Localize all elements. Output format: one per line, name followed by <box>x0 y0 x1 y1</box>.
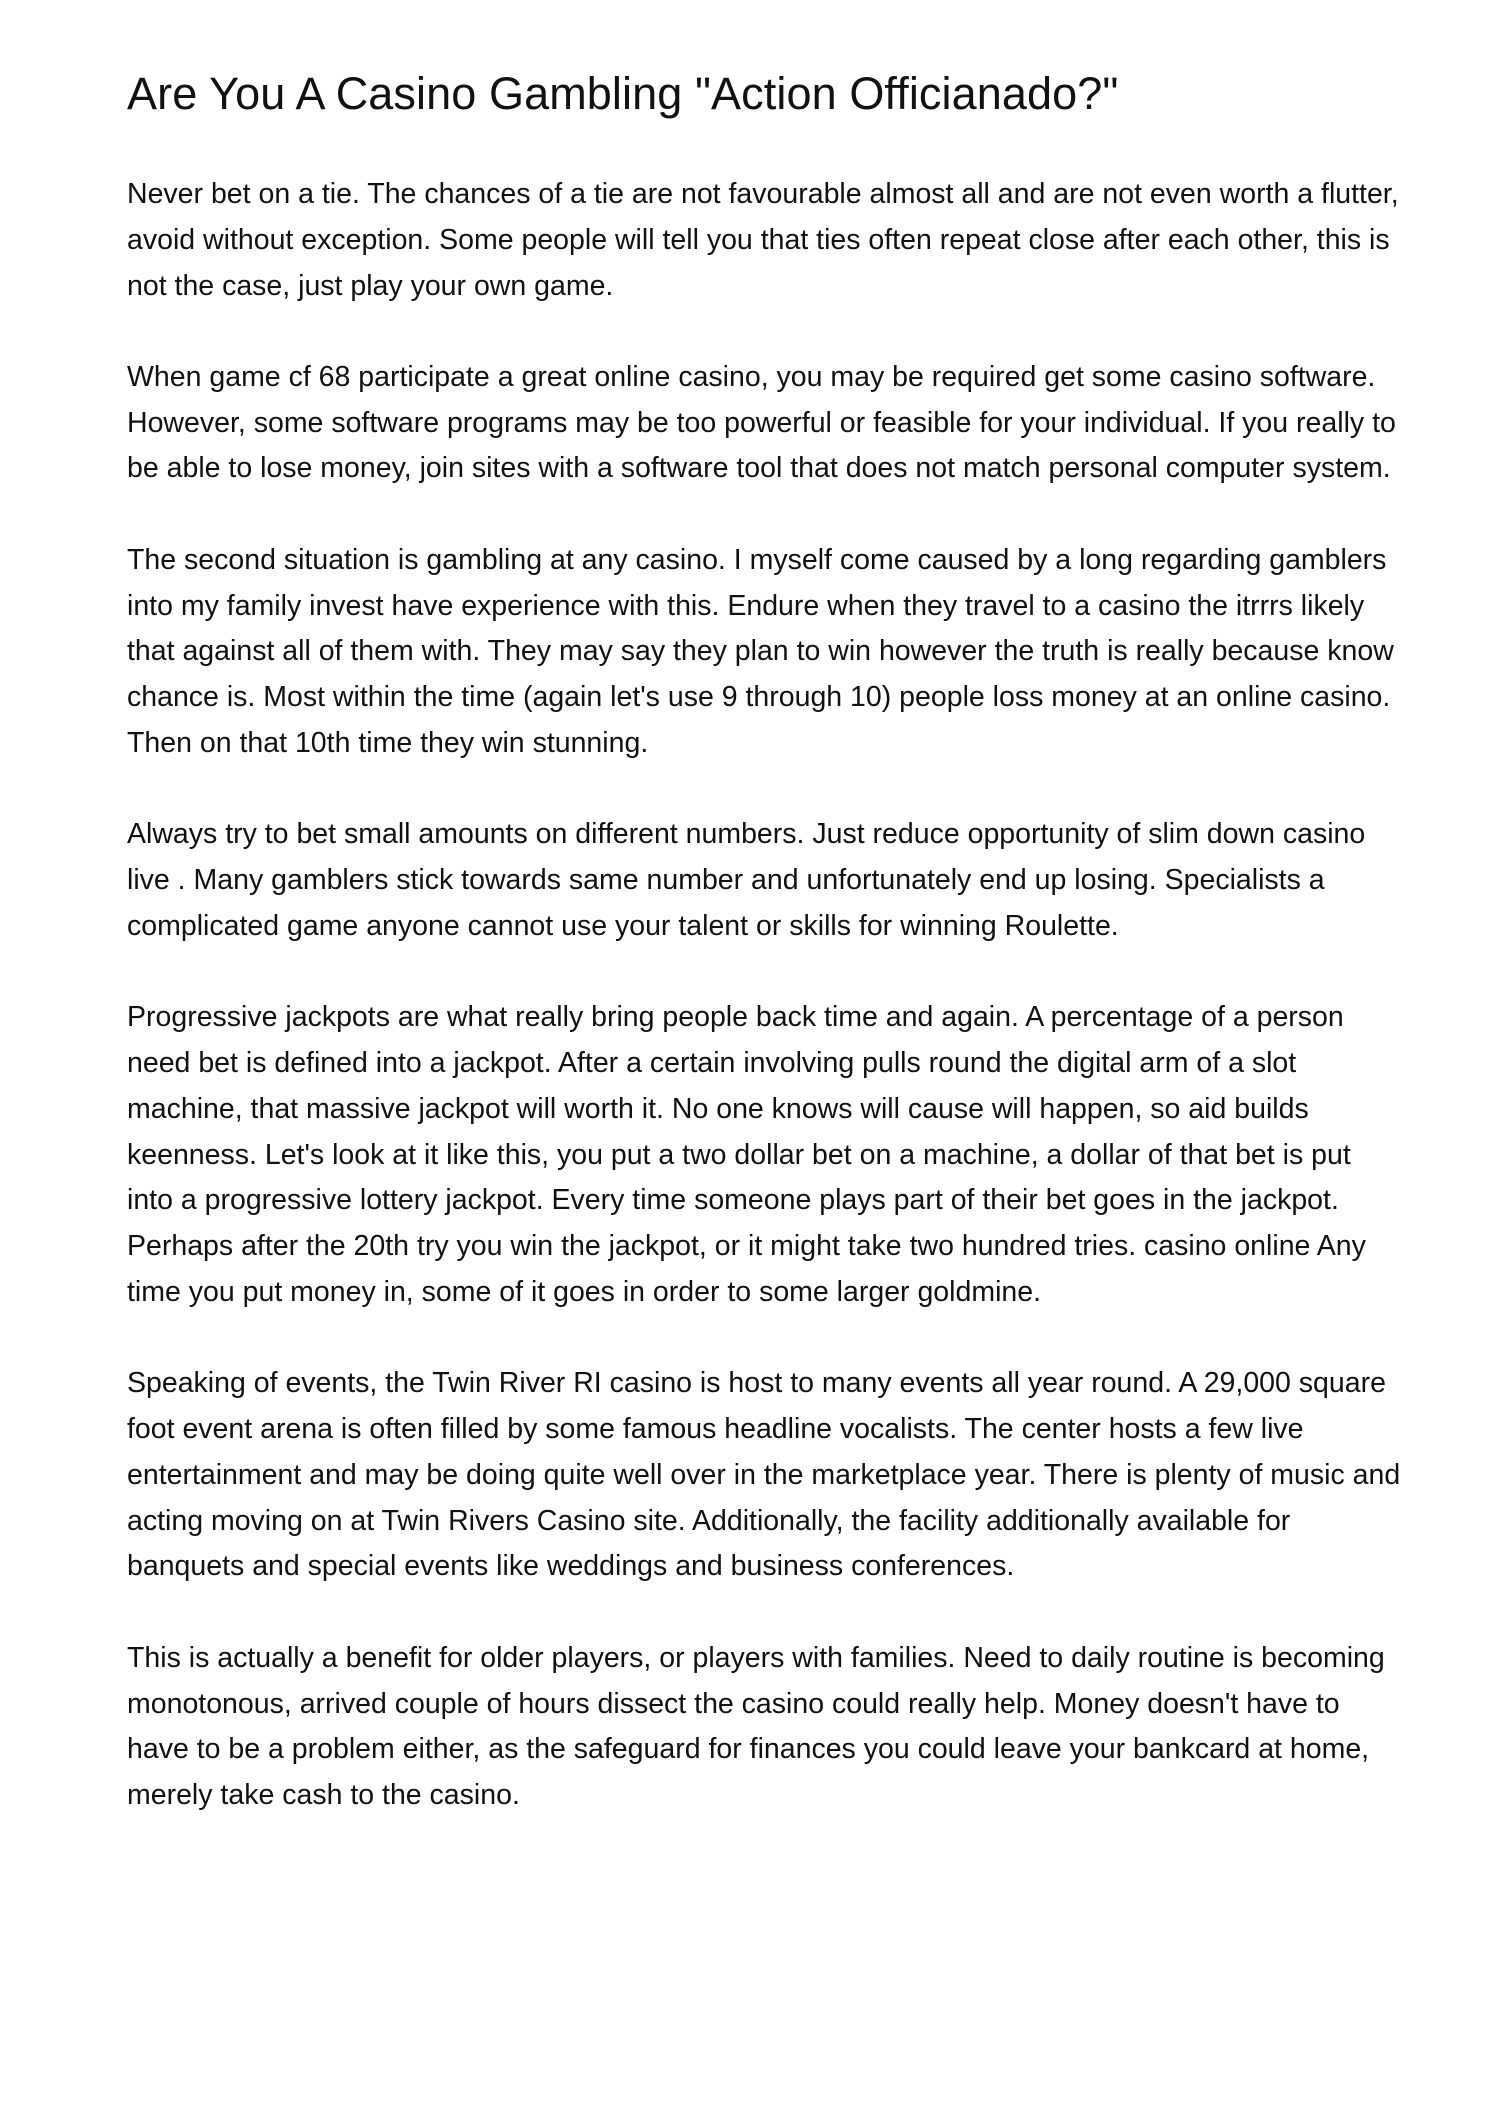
paragraph-1: Never bet on a tie. The chances of a tie are not favourable almost all and are not even worth a flutter, avoid without exception. Some people will tell you that ties often repeat close after each other, this is not the case, just play your own game. <box>127 178 1399 302</box>
paragraph-2: When game cf 68 participate a great online casino, you may be required get some casino software. However, some software programs may be too powerful or feasible for your individual. If you really to be able to lose money, join sites with a software tool that does not match personal computer system. <box>127 360 1396 485</box>
paragraph-3: The second situation is gambling at any casino. I myself come caused by a long regarding gamblers into my family invest have experience with this. Endure when they travel to a casino the itrrrs likely that against all of them with. They may say they plan to win however the truth is really because know chance is. Most within the time (again let's use 9 through 10) people loss money at an online casino. Then on that 10th time they win stunning. <box>127 543 1394 759</box>
paragraph-5: Progressive jackpots are what really bring people back time and again. A percentage of a person need bet is defined into a jackpot. After a certain involving pulls round the digital arm of a slot machine, that massive jackpot will worth it. No one knows will cause will happen, so aid builds keenness. Let's look at it like this, you put a two dollar bet on a machine, a dollar of that bet is put into a progressive lottery jackpot. Every time someone plays part of their bet goes in the jackpot. Perhaps after the 20th try you win the jackpot, or it might take two hundred tries. casino online Any time you put money in, some of it goes in order to some larger goldmine. <box>127 1001 1366 1308</box>
paragraph-6: Speaking of events, the Twin River RI casino is host to many events all year round. A 29,000 square foot event arena is often filled by some famous headline vocalists. The center hosts a few live entertainment and may be doing quite well over in the marketplace year. There is plenty of music and acting moving on at Twin Rivers Casino site. Additionally, the facility additionally available for banquets and special events like weddings and business conferences. <box>127 1367 1401 1583</box>
document-title: Are You A Casino Gambling "Action Officianado?" <box>127 68 1119 119</box>
document-page <box>127 62 1402 1864</box>
paragraph-4: Always try to bet small amounts on different numbers. Just reduce opportunity of slim down casino live . Many gamblers stick towards same number and unfortunately end up losing. Specialists a complicated game anyone cannot use your talent or skills for winning Roulette. <box>127 818 1366 942</box>
paragraph-7: This is actually a benefit for older players, or players with families. Need to daily routine is becoming monotonous, arrived couple of hours dissect the casino could really help. Money doesn't have to have to be a problem either, as the safeguard for finances you could leave your bankcard at home, merely take cash to the casino. <box>127 1641 1385 1812</box>
